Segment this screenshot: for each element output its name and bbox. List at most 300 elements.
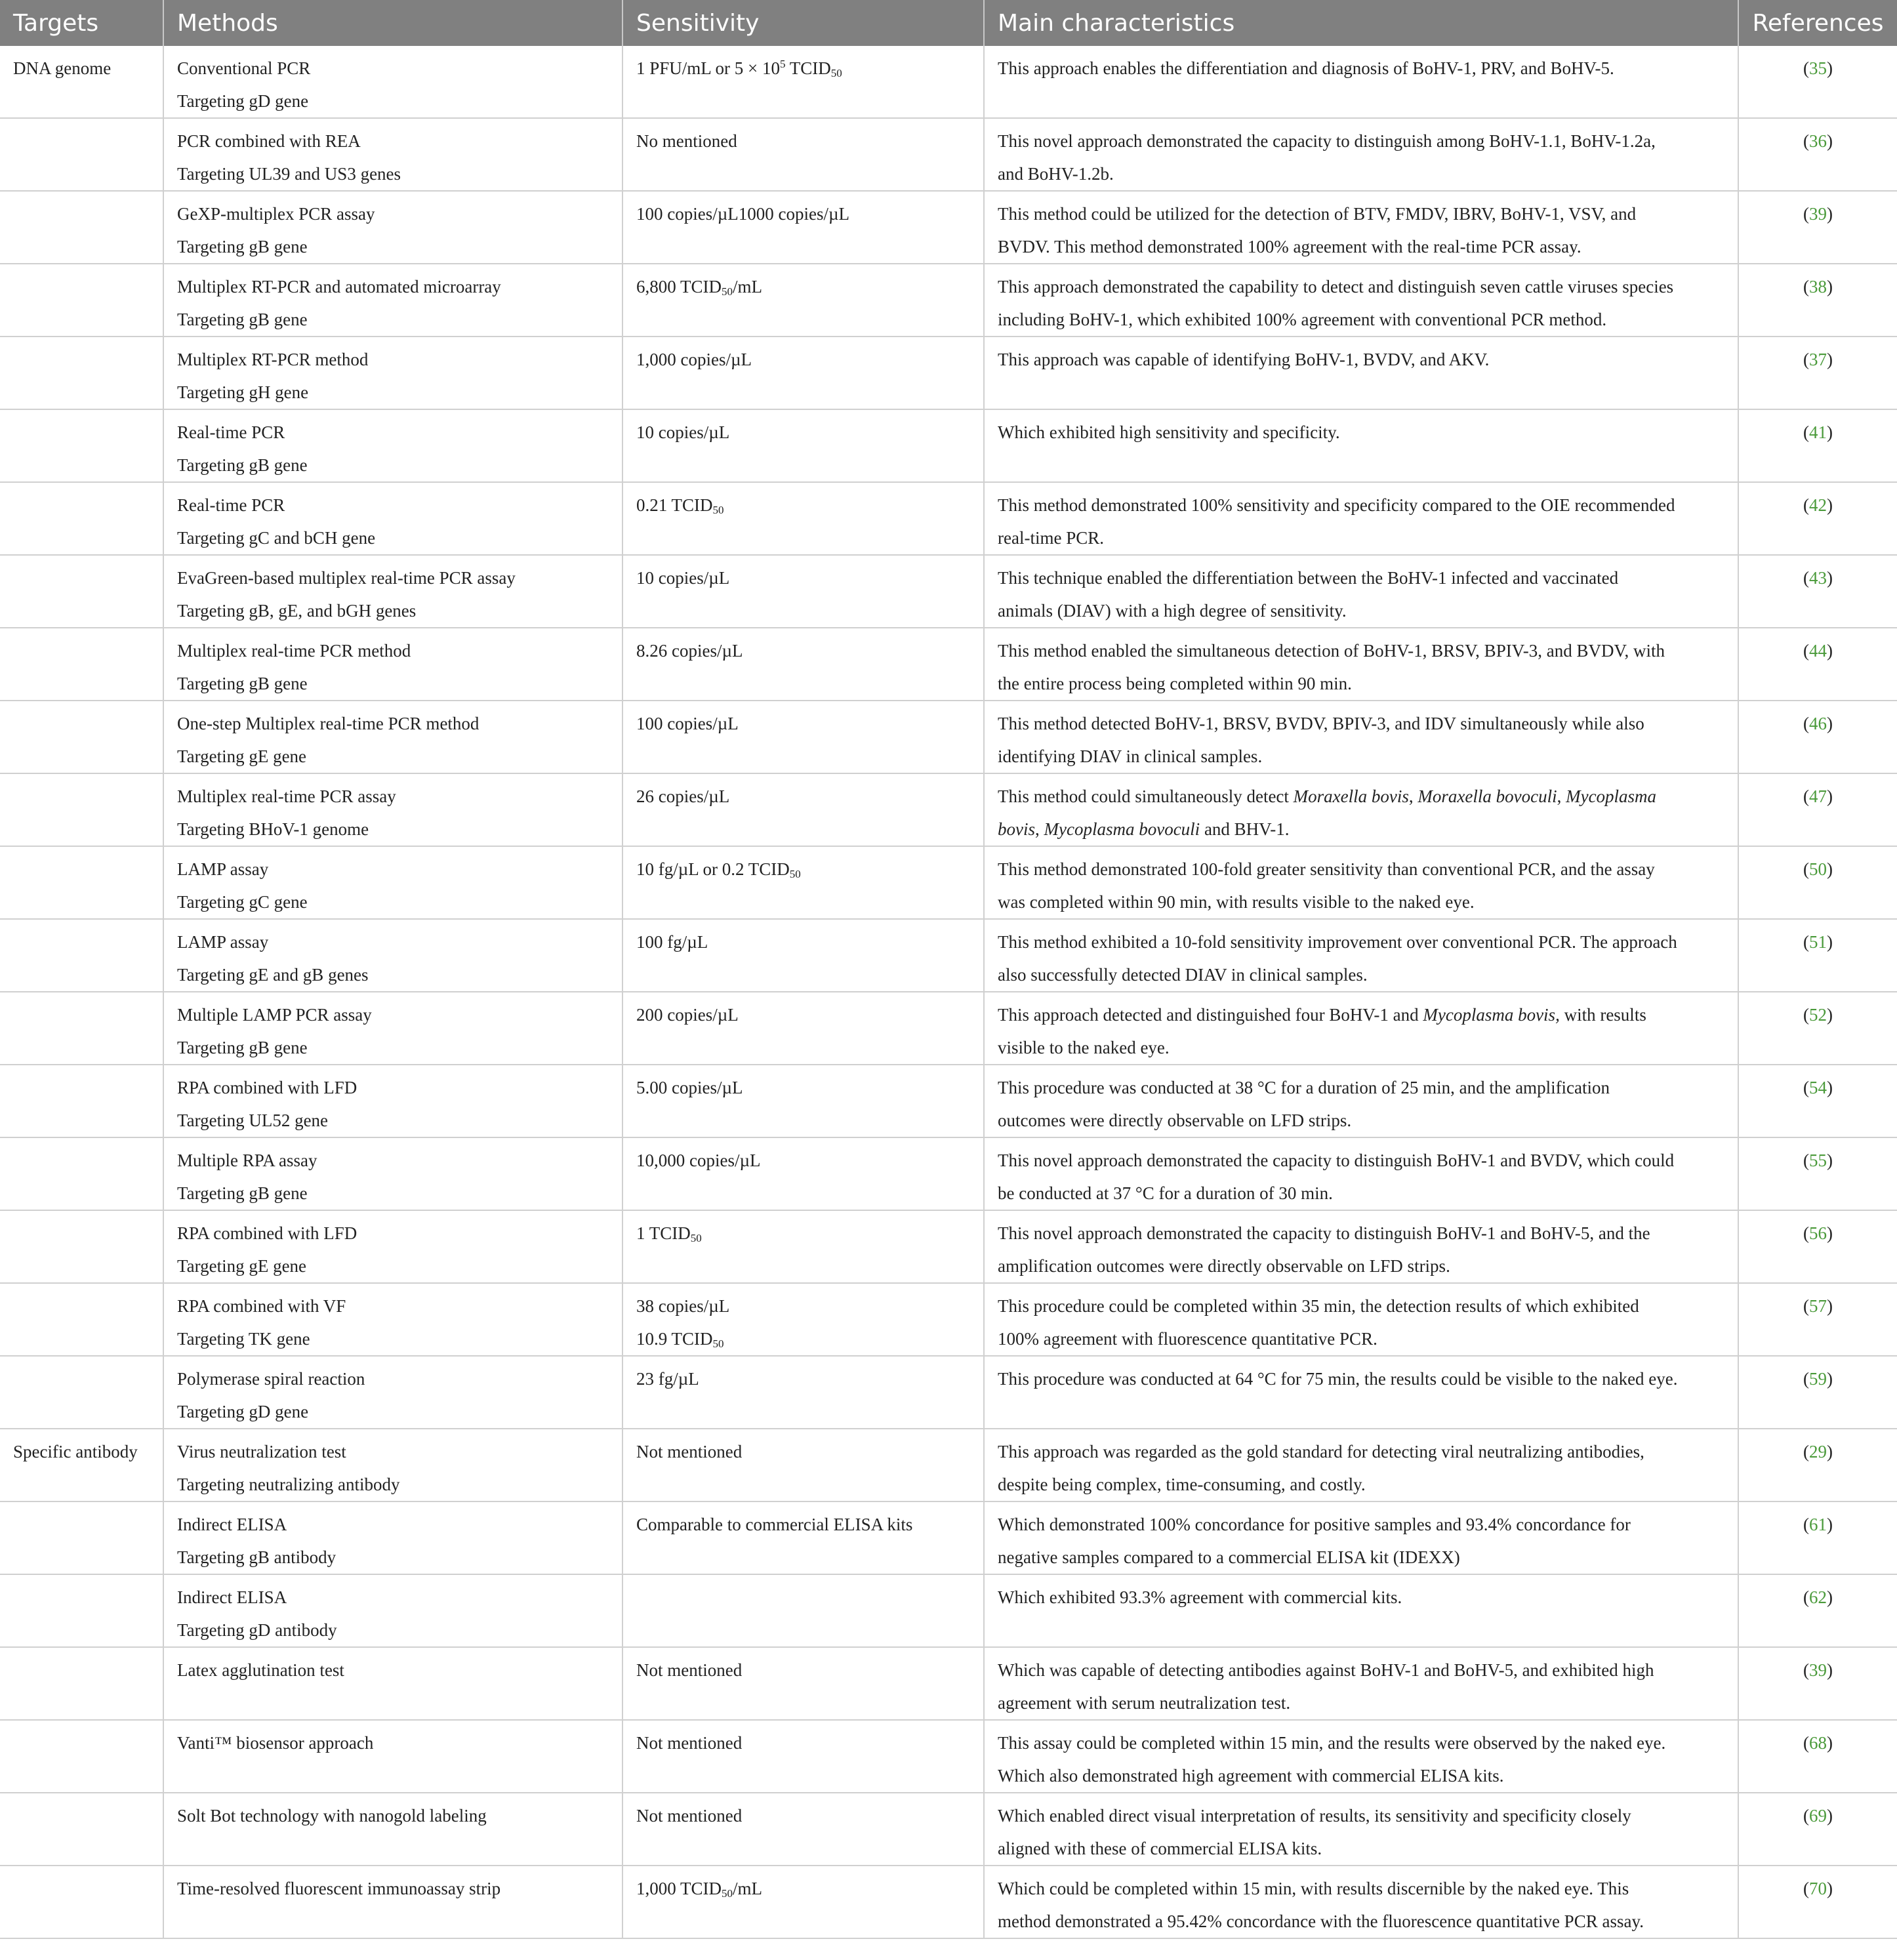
table-row bbox=[0, 1793, 1897, 1866]
cell-sensitivity bbox=[622, 191, 984, 264]
cell-target bbox=[0, 555, 163, 628]
cell-reference: (55) bbox=[1738, 1137, 1897, 1210]
characteristics-line: This method demonstrated 100% sensitivity and specificity compared to the OIE recommended bbox=[998, 495, 1675, 515]
method-line: Conventional PCR bbox=[177, 58, 311, 78]
reference-link[interactable]: 42 bbox=[1809, 495, 1827, 515]
cell-target bbox=[0, 846, 163, 919]
characteristics-line: This assay could be completed within 15 min, and the results were observed by the naked eye. bbox=[998, 1733, 1666, 1753]
characteristics-line: This method exhibited a 10-fold sensitivity improvement over conventional PCR. The approach bbox=[998, 932, 1677, 952]
method-line: Targeting gC gene bbox=[177, 892, 308, 912]
characteristics-line: Which could be completed within 15 min, with results discernible by the naked eye. This bbox=[998, 1879, 1629, 1898]
characteristics-line: negative samples compared to a commercial ELISA kit (IDEXX) bbox=[998, 1547, 1460, 1567]
cell-target bbox=[0, 1866, 163, 1938]
cell-reference: (46) bbox=[1738, 701, 1897, 773]
reference-link[interactable]: 51 bbox=[1809, 932, 1827, 952]
method-line: RPA combined with LFD bbox=[177, 1223, 357, 1243]
method-line: Targeting gH gene bbox=[177, 382, 309, 402]
table-row bbox=[0, 628, 1897, 701]
cell-method bbox=[163, 846, 622, 919]
cell-reference: (37) bbox=[1738, 337, 1897, 409]
cell-target bbox=[0, 773, 163, 846]
characteristics-line: including BoHV-1, which exhibited 100% agreement with conventional PCR method. bbox=[998, 310, 1607, 329]
sensitivity-line: 23 fg/µL bbox=[636, 1369, 699, 1389]
cell-method bbox=[163, 701, 622, 773]
cell-reference: (43) bbox=[1738, 555, 1897, 628]
reference-link[interactable]: 35 bbox=[1809, 58, 1827, 78]
cell-reference: (41) bbox=[1738, 409, 1897, 482]
cell-target bbox=[0, 1356, 163, 1429]
cell-sensitivity bbox=[622, 337, 984, 409]
cell-method bbox=[163, 1647, 622, 1720]
characteristics-line: This novel approach demonstrated the capacity to distinguish among BoHV-1.1, BoHV-1.2a, bbox=[998, 131, 1656, 151]
cell-reference: (50) bbox=[1738, 846, 1897, 919]
cell-sensitivity bbox=[622, 992, 984, 1065]
cell-target bbox=[0, 628, 163, 701]
cell-sensitivity bbox=[622, 773, 984, 846]
method-line: Targeting BHoV-1 genome bbox=[177, 819, 369, 839]
table-row bbox=[0, 1720, 1897, 1793]
cell-sensitivity bbox=[622, 1137, 984, 1210]
method-line: One-step Multiplex real-time PCR method bbox=[177, 714, 479, 733]
cell-reference: (69) bbox=[1738, 1793, 1897, 1866]
cell-sensitivity bbox=[622, 1429, 984, 1501]
cell-target bbox=[0, 992, 163, 1065]
cell-characteristics bbox=[984, 555, 1738, 628]
cell-method bbox=[163, 46, 622, 118]
cell-target bbox=[0, 1137, 163, 1210]
cell-characteristics bbox=[984, 409, 1738, 482]
cell-target bbox=[0, 46, 163, 118]
method-line: Indirect ELISA bbox=[177, 1587, 287, 1607]
table-row bbox=[0, 1866, 1897, 1938]
cell-target bbox=[0, 482, 163, 555]
table-row bbox=[0, 773, 1897, 846]
method-line: RPA combined with LFD bbox=[177, 1078, 357, 1097]
cell-target bbox=[0, 1065, 163, 1137]
characteristics-line: This procedure was conducted at 64 °C for 75 min, the results could be visible to the naked eye. bbox=[998, 1369, 1678, 1389]
method-line: Targeting gE gene bbox=[177, 746, 307, 766]
characteristics-line: animals (DIAV) with a high degree of sensitivity. bbox=[998, 601, 1347, 621]
cell-method bbox=[163, 1065, 622, 1137]
cell-sensitivity bbox=[622, 701, 984, 773]
characteristics-line: This procedure was conducted at 38 °C for a duration of 25 min, and the amplification bbox=[998, 1078, 1610, 1097]
characteristics-line: amplification outcomes were directly observable on LFD strips. bbox=[998, 1256, 1450, 1276]
header-targets: Targets bbox=[0, 0, 163, 46]
cell-method bbox=[163, 482, 622, 555]
cell-method bbox=[163, 1356, 622, 1429]
method-line: PCR combined with REA bbox=[177, 131, 361, 151]
table-body bbox=[0, 46, 1897, 1938]
characteristics-line: This method could simultaneously detect Moraxella bovis, Moraxella bovoculi, Mycoplasma bbox=[998, 786, 1657, 806]
cell-reference: (42) bbox=[1738, 482, 1897, 555]
cell-target bbox=[0, 337, 163, 409]
characteristics-line: visible to the naked eye. bbox=[998, 1038, 1170, 1057]
reference-link[interactable]: 36 bbox=[1809, 131, 1827, 151]
characteristics-line: This method could be utilized for the detection of BTV, FMDV, IBRV, BoHV-1, VSV, and bbox=[998, 204, 1637, 224]
method-line: Targeting gE and gB genes bbox=[177, 965, 369, 985]
sensitivity-line: 10 fg/µL or 0.2 $TCID_{50}$ bbox=[636, 859, 801, 880]
sensitivity-line: Not mentioned bbox=[636, 1442, 743, 1461]
cell-reference: (62) bbox=[1738, 1574, 1897, 1647]
method-line: Multiplex real-time PCR method bbox=[177, 641, 411, 661]
table-row bbox=[0, 555, 1897, 628]
characteristics-line: and BoHV-1.2b. bbox=[998, 164, 1114, 184]
characteristics-line: agreement with serum neutralization test. bbox=[998, 1693, 1291, 1713]
cell-reference: (29) bbox=[1738, 1429, 1897, 1501]
reference-link[interactable]: 47 bbox=[1809, 786, 1827, 806]
cell-method bbox=[163, 773, 622, 846]
header-characteristics: Main characteristics bbox=[984, 0, 1738, 46]
cell-reference: (38) bbox=[1738, 264, 1897, 337]
cell-characteristics bbox=[984, 1356, 1738, 1429]
method-line: Targeting gD gene bbox=[177, 1402, 309, 1421]
cell-method bbox=[163, 628, 622, 701]
reference-link[interactable]: 39 bbox=[1809, 1660, 1827, 1680]
cell-reference: (44) bbox=[1738, 628, 1897, 701]
method-line: Targeting gB gene bbox=[177, 1183, 308, 1203]
cell-method bbox=[163, 919, 622, 992]
cell-target bbox=[0, 1647, 163, 1720]
characteristics-line: Which also demonstrated high agreement with commercial ELISA kits. bbox=[998, 1766, 1504, 1786]
characteristics-line: aligned with these of commercial ELISA kits. bbox=[998, 1839, 1322, 1858]
characteristics-line: This novel approach demonstrated the capacity to distinguish BoHV-1 and BVDV, which could bbox=[998, 1151, 1675, 1170]
characteristics-line: Which exhibited high sensitivity and specificity. bbox=[998, 422, 1340, 442]
cell-reference: (36) bbox=[1738, 118, 1897, 191]
table-row bbox=[0, 118, 1897, 191]
sensitivity-line: 200 copies/µL bbox=[636, 1005, 739, 1025]
characteristics-line: Which demonstrated 100% concordance for positive samples and 93.4% concordance for bbox=[998, 1515, 1631, 1534]
reference-link[interactable]: 39 bbox=[1809, 204, 1827, 224]
characteristics-line: real-time PCR. bbox=[998, 528, 1104, 548]
cell-sensitivity bbox=[622, 1065, 984, 1137]
cell-characteristics bbox=[984, 1647, 1738, 1720]
method-line: Targeting gB, gE, and bGH genes bbox=[177, 601, 417, 621]
method-line: Time-resolved fluorescent immunoassay strip bbox=[177, 1879, 501, 1898]
cell-characteristics bbox=[984, 118, 1738, 191]
sensitivity-line: 26 copies/µL bbox=[636, 786, 730, 806]
characteristics-line: be conducted at 37 °C for a duration of 30 min. bbox=[998, 1183, 1333, 1203]
cell-reference: (61) bbox=[1738, 1501, 1897, 1574]
table-row bbox=[0, 1137, 1897, 1210]
characteristics-line: outcomes were directly observable on LFD strips. bbox=[998, 1111, 1352, 1130]
cell-characteristics bbox=[984, 1501, 1738, 1574]
header-sensitivity: Sensitivity bbox=[622, 0, 984, 46]
cell-reference: (70) bbox=[1738, 1866, 1897, 1938]
sensitivity-line: 10,000 copies/µL bbox=[636, 1151, 761, 1170]
table-row bbox=[0, 264, 1897, 337]
table-row bbox=[0, 482, 1897, 555]
characteristics-line: This technique enabled the differentiation between the BoHV-1 infected and vaccinated bbox=[998, 568, 1619, 588]
characteristics-line: This approach was regarded as the gold standard for detecting viral neutralizing antibodies, bbox=[998, 1442, 1644, 1461]
method-line: Targeting gE gene bbox=[177, 1256, 307, 1276]
characteristics-line: This procedure could be completed within 35 min, the detection results of which exhibited bbox=[998, 1296, 1639, 1316]
method-line: EvaGreen-based multiplex real-time PCR assay bbox=[177, 568, 516, 588]
cell-sensitivity bbox=[622, 1647, 984, 1720]
cell-sensitivity bbox=[622, 1210, 984, 1283]
method-line: Targeting gC and bCH gene bbox=[177, 528, 376, 548]
reference-link[interactable]: 54 bbox=[1809, 1078, 1827, 1097]
method-line: Polymerase spiral reaction bbox=[177, 1369, 365, 1389]
reference-link[interactable]: 52 bbox=[1809, 1005, 1827, 1025]
method-line: Multiple LAMP PCR assay bbox=[177, 1005, 372, 1025]
sensitivity-line: Not mentioned bbox=[636, 1660, 743, 1680]
cell-characteristics bbox=[984, 1574, 1738, 1647]
header-references: References bbox=[1738, 0, 1897, 46]
method-line: Real-time PCR bbox=[177, 422, 285, 442]
cell-sensitivity bbox=[622, 846, 984, 919]
method-line: Targeting TK gene bbox=[177, 1329, 310, 1349]
method-line: Targeting gB gene bbox=[177, 674, 308, 693]
table-row bbox=[0, 846, 1897, 919]
sensitivity-line: 10 copies/µL bbox=[636, 568, 730, 588]
cell-method bbox=[163, 555, 622, 628]
reference-link[interactable]: 56 bbox=[1809, 1223, 1827, 1243]
cell-sensitivity bbox=[622, 1283, 984, 1356]
sensitivity-line: 100 copies/µL1000 copies/µL bbox=[636, 204, 850, 224]
cell-method bbox=[163, 992, 622, 1065]
cell-characteristics bbox=[984, 992, 1738, 1065]
table-row bbox=[0, 337, 1897, 409]
cell-method bbox=[163, 1793, 622, 1866]
cell-characteristics bbox=[984, 482, 1738, 555]
cell-method bbox=[163, 1574, 622, 1647]
sensitivity-line: 1 PFU/mL or $5 \times 10^5$ $TCID_{50}$ bbox=[636, 58, 842, 79]
cell-sensitivity bbox=[622, 46, 984, 118]
cell-target bbox=[0, 1283, 163, 1356]
sensitivity-line: 0.21 $TCID_{50}$ bbox=[636, 495, 724, 516]
cell-reference: (52) bbox=[1738, 992, 1897, 1065]
cell-reference: (39) bbox=[1738, 191, 1897, 264]
table-row bbox=[0, 1574, 1897, 1647]
characteristics-line: Which exhibited 93.3% agreement with commercial kits. bbox=[998, 1587, 1402, 1607]
method-line: LAMP assay bbox=[177, 932, 269, 952]
cell-reference: (68) bbox=[1738, 1720, 1897, 1793]
characteristics-line: was completed within 90 min, with results visible to the naked eye. bbox=[998, 892, 1475, 912]
cell-reference: (47) bbox=[1738, 773, 1897, 846]
reference-link[interactable]: 57 bbox=[1809, 1296, 1827, 1316]
reference-link[interactable]: 46 bbox=[1809, 714, 1827, 733]
table-row bbox=[0, 1356, 1897, 1429]
cell-target bbox=[0, 1720, 163, 1793]
method-line: Targeting gB gene bbox=[177, 237, 308, 256]
cell-characteristics bbox=[984, 846, 1738, 919]
method-line: Multiple RPA assay bbox=[177, 1151, 317, 1170]
cell-characteristics bbox=[984, 919, 1738, 992]
cell-sensitivity bbox=[622, 118, 984, 191]
reference-link[interactable]: 50 bbox=[1809, 859, 1827, 879]
header-row bbox=[0, 0, 1897, 46]
cell-sensitivity bbox=[622, 555, 984, 628]
cell-method bbox=[163, 1210, 622, 1283]
cell-reference: (35) bbox=[1738, 46, 1897, 118]
cell-reference: (51) bbox=[1738, 919, 1897, 992]
characteristics-line: This approach was capable of identifying BoHV-1, BVDV, and AKV. bbox=[998, 350, 1490, 369]
cell-target bbox=[0, 1793, 163, 1866]
cell-target bbox=[0, 1429, 163, 1501]
cell-sensitivity bbox=[622, 1574, 984, 1647]
cell-target bbox=[0, 118, 163, 191]
sensitivity-line: 10 copies/µL bbox=[636, 422, 730, 442]
cell-method bbox=[163, 118, 622, 191]
characteristics-line: This method enabled the simultaneous detection of BoHV-1, BRSV, BPIV-3, and BVDV, with bbox=[998, 641, 1665, 661]
cell-characteristics bbox=[984, 1720, 1738, 1793]
reference-link[interactable]: 61 bbox=[1809, 1515, 1827, 1534]
cell-characteristics bbox=[984, 191, 1738, 264]
cell-target bbox=[0, 191, 163, 264]
method-line: LAMP assay bbox=[177, 859, 269, 879]
cell-method bbox=[163, 1283, 622, 1356]
method-line: Targeting UL52 gene bbox=[177, 1111, 329, 1130]
cell-characteristics bbox=[984, 1210, 1738, 1283]
sensitivity-line: Not mentioned bbox=[636, 1806, 743, 1826]
cell-characteristics bbox=[984, 1137, 1738, 1210]
cell-method bbox=[163, 264, 622, 337]
sensitivity-line: 5.00 copies/µL bbox=[636, 1078, 743, 1097]
reference-link[interactable]: 55 bbox=[1809, 1151, 1827, 1170]
table-row bbox=[0, 409, 1897, 482]
characteristics-line: BVDV. This method demonstrated 100% agreement with the real-time PCR assay. bbox=[998, 237, 1581, 256]
cell-method bbox=[163, 1720, 622, 1793]
sensitivity-line: 6,800 $TCID_{50}/mL$ bbox=[636, 277, 763, 298]
characteristics-line: despite being complex, time-consuming, and costly. bbox=[998, 1475, 1366, 1494]
sensitivity-line: 1 $TCID_{50}$ bbox=[636, 1223, 702, 1244]
table-row bbox=[0, 191, 1897, 264]
cell-characteristics bbox=[984, 1793, 1738, 1866]
reference-link[interactable]: 29 bbox=[1809, 1442, 1827, 1461]
characteristics-line: bovis, Mycoplasma bovoculi and BHV-1. bbox=[998, 819, 1290, 839]
characteristics-line: Which enabled direct visual interpretation of results, its sensitivity and specificity closely bbox=[998, 1806, 1631, 1826]
method-line: Targeting gB gene bbox=[177, 310, 308, 329]
method-line: Real-time PCR bbox=[177, 495, 285, 515]
cell-target bbox=[0, 1574, 163, 1647]
method-line: Targeting gB antibody bbox=[177, 1547, 337, 1567]
method-line: Targeting gB gene bbox=[177, 455, 308, 475]
method-line: Multiplex RT-PCR method bbox=[177, 350, 369, 369]
cell-method bbox=[163, 1866, 622, 1938]
characteristics-line: 100% agreement with fluorescence quantitative PCR. bbox=[998, 1329, 1377, 1349]
target-text: Specific antibody bbox=[13, 1442, 138, 1461]
reference-link[interactable]: 37 bbox=[1809, 350, 1827, 369]
cell-sensitivity bbox=[622, 1356, 984, 1429]
sensitivity-line: 38 copies/µL bbox=[636, 1296, 730, 1316]
table-row bbox=[0, 46, 1897, 118]
cell-sensitivity bbox=[622, 1866, 984, 1938]
sensitivity-line: No mentioned bbox=[636, 131, 737, 151]
table-row bbox=[0, 919, 1897, 992]
characteristics-line: the entire process being completed within 90 min. bbox=[998, 674, 1352, 693]
cell-target bbox=[0, 1501, 163, 1574]
characteristics-line: This method detected BoHV-1, BRSV, BVDV, BPIV-3, and IDV simultaneously while also bbox=[998, 714, 1644, 733]
method-line: Targeting gD gene bbox=[177, 91, 309, 111]
cell-characteristics bbox=[984, 264, 1738, 337]
cell-reference: (57) bbox=[1738, 1283, 1897, 1356]
header-methods: Methods bbox=[163, 0, 622, 46]
characteristics-line: identifying DIAV in clinical samples. bbox=[998, 746, 1263, 766]
cell-sensitivity bbox=[622, 1501, 984, 1574]
method-line: Multiplex RT-PCR and automated microarray bbox=[177, 277, 501, 296]
cell-reference: (39) bbox=[1738, 1647, 1897, 1720]
characteristics-line: Which was capable of detecting antibodies against BoHV-1 and BoHV-5, and exhibited high bbox=[998, 1660, 1654, 1680]
cell-sensitivity bbox=[622, 264, 984, 337]
cell-method bbox=[163, 1137, 622, 1210]
table-row bbox=[0, 992, 1897, 1065]
table-row bbox=[0, 1065, 1897, 1137]
table-row bbox=[0, 1647, 1897, 1720]
reference-link[interactable]: 68 bbox=[1809, 1733, 1827, 1753]
method-line: Targeting neutralizing antibody bbox=[177, 1475, 400, 1494]
reference-link[interactable]: 44 bbox=[1809, 641, 1827, 661]
cell-target bbox=[0, 1210, 163, 1283]
cell-method bbox=[163, 1429, 622, 1501]
cell-method bbox=[163, 409, 622, 482]
cell-reference: (56) bbox=[1738, 1210, 1897, 1283]
reference-link[interactable]: 70 bbox=[1809, 1879, 1827, 1898]
table-row bbox=[0, 1429, 1897, 1501]
method-line: Solt Bot technology with nanogold labeling bbox=[177, 1806, 487, 1826]
method-line: Targeting gD antibody bbox=[177, 1620, 337, 1640]
cell-target bbox=[0, 264, 163, 337]
table-row bbox=[0, 1283, 1897, 1356]
reference-link[interactable]: 41 bbox=[1809, 422, 1827, 442]
cell-characteristics bbox=[984, 46, 1738, 118]
method-line: Targeting gB gene bbox=[177, 1038, 308, 1057]
characteristics-line: This approach demonstrated the capability to detect and distinguish seven cattle viruses species bbox=[998, 277, 1674, 296]
reference-link[interactable]: 43 bbox=[1809, 568, 1827, 588]
sensitivity-line: 8.26 copies/µL bbox=[636, 641, 743, 661]
method-line: RPA combined with VF bbox=[177, 1296, 346, 1316]
characteristics-line: This approach enables the differentiation and diagnosis of BoHV-1, PRV, and BoHV-5. bbox=[998, 58, 1614, 78]
sensitivity-line: 1,000 $TCID_{50}/mL$ bbox=[636, 1879, 763, 1900]
cell-sensitivity bbox=[622, 1720, 984, 1793]
cell-characteristics bbox=[984, 1065, 1738, 1137]
method-line: GeXP-multiplex PCR assay bbox=[177, 204, 375, 224]
reference-link[interactable]: 62 bbox=[1809, 1587, 1827, 1607]
cell-characteristics bbox=[984, 337, 1738, 409]
cell-method bbox=[163, 191, 622, 264]
characteristics-line: This novel approach demonstrated the capacity to distinguish BoHV-1 and BoHV-5, and the bbox=[998, 1223, 1650, 1243]
table-row bbox=[0, 701, 1897, 773]
cell-characteristics bbox=[984, 1866, 1738, 1938]
reference-link[interactable]: 69 bbox=[1809, 1806, 1827, 1826]
cell-reference: (59) bbox=[1738, 1356, 1897, 1429]
method-line: Targeting UL39 and US3 genes bbox=[177, 164, 401, 184]
reference-link[interactable]: 38 bbox=[1809, 277, 1827, 296]
cell-target bbox=[0, 919, 163, 992]
table-row bbox=[0, 1501, 1897, 1574]
characteristics-line: also successfully detected DIAV in clinical samples. bbox=[998, 965, 1368, 985]
cell-characteristics bbox=[984, 628, 1738, 701]
method-line: Indirect ELISA bbox=[177, 1515, 287, 1534]
cell-characteristics bbox=[984, 1429, 1738, 1501]
table-row bbox=[0, 1210, 1897, 1283]
cell-target bbox=[0, 409, 163, 482]
cell-method bbox=[163, 1501, 622, 1574]
cell-characteristics bbox=[984, 1283, 1738, 1356]
cell-characteristics bbox=[984, 773, 1738, 846]
method-line: Multiplex real-time PCR assay bbox=[177, 786, 396, 806]
characteristics-line: This approach detected and distinguished four BoHV-1 and Mycoplasma bovis, with results bbox=[998, 1005, 1646, 1025]
cell-sensitivity bbox=[622, 628, 984, 701]
reference-link[interactable]: 59 bbox=[1809, 1369, 1827, 1389]
sensitivity-line: Comparable to commercial ELISA kits bbox=[636, 1515, 913, 1534]
cell-sensitivity bbox=[622, 409, 984, 482]
sensitivity-line: 100 fg/µL bbox=[636, 932, 708, 952]
cell-sensitivity bbox=[622, 1793, 984, 1866]
method-line: Latex agglutination test bbox=[177, 1660, 344, 1680]
sensitivity-line: Not mentioned bbox=[636, 1733, 743, 1753]
characteristics-line: method demonstrated a 95.42% concordance with the fluorescence quantitative PCR assay. bbox=[998, 1911, 1644, 1931]
sensitivity-line: 1,000 copies/µL bbox=[636, 350, 752, 369]
